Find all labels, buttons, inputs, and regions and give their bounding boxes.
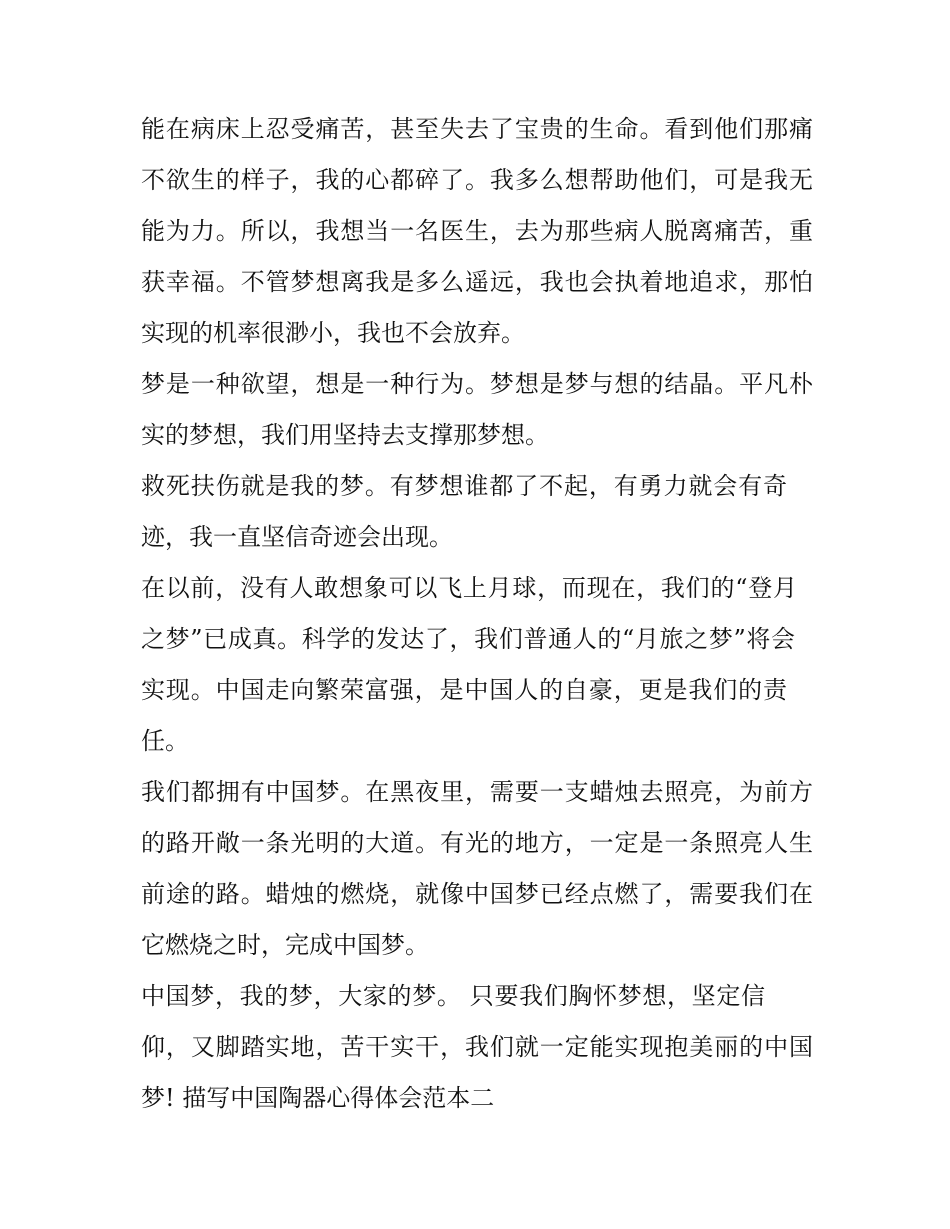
text-line: 实现的机率很渺小，我也不会放弃。	[141, 319, 525, 347]
text-line: 实现。中国走向繁荣富强，是中国人的自豪，更是我们的责	[141, 676, 787, 704]
text-line: 能在病床上忍受痛苦，甚至失去了宝贵的生命。看到他们那痛	[141, 115, 813, 143]
text-line: 在以前，没有人敢想象可以飞上月球，而现在，我们的“登月	[141, 574, 797, 602]
text-line: 获幸福。不管梦想离我是多么遥远，我也会执着地追求，那怕	[141, 268, 813, 296]
text-line: 任。	[141, 727, 189, 755]
text-line: 我们都拥有中国梦。在黑夜里，需要一支蜡烛去照亮，为前方	[141, 778, 813, 806]
text-line: 的路开敞一条光明的大道。有光的地方，一定是一条照亮人生	[141, 829, 813, 857]
text-line: 能为力。所以，我想当一名医生，去为那些病人脱离痛苦，重	[141, 217, 813, 245]
text-line: 中国梦，我的梦，大家的梦。 只要我们胸怀梦想，坚定信	[141, 982, 765, 1010]
text-line: 它燃烧之时，完成中国梦。	[141, 931, 429, 959]
body-text	[141, 104, 813, 1124]
text-line: 不欲生的样子，我的心都碎了。我多么想帮助他们，可是我无	[141, 166, 813, 194]
text-line: 梦是一种欲望，想是一种行为。梦想是梦与想的结晶。平凡朴	[141, 370, 813, 398]
text-line: 仰，又脚踏实地，苦干实干，我们就一定能实现抱美丽的中国	[141, 1033, 813, 1061]
text-line: 梦! 描写中国陶器心得体会范本二	[141, 1084, 495, 1112]
text-line: 实的梦想，我们用坚持去支撑那梦想。	[141, 421, 549, 449]
text-line: 前途的路。蜡烛的燃烧，就像中国梦已经点燃了，需要我们在	[141, 880, 813, 908]
text-line: 迹，我一直坚信奇迹会出现。	[141, 523, 453, 551]
text-line: 救死扶伤就是我的梦。有梦想谁都了不起，有勇力就会有奇	[141, 472, 787, 500]
text-line: 之梦”已成真。科学的发达了，我们普通人的“月旅之梦”将会	[141, 625, 795, 653]
